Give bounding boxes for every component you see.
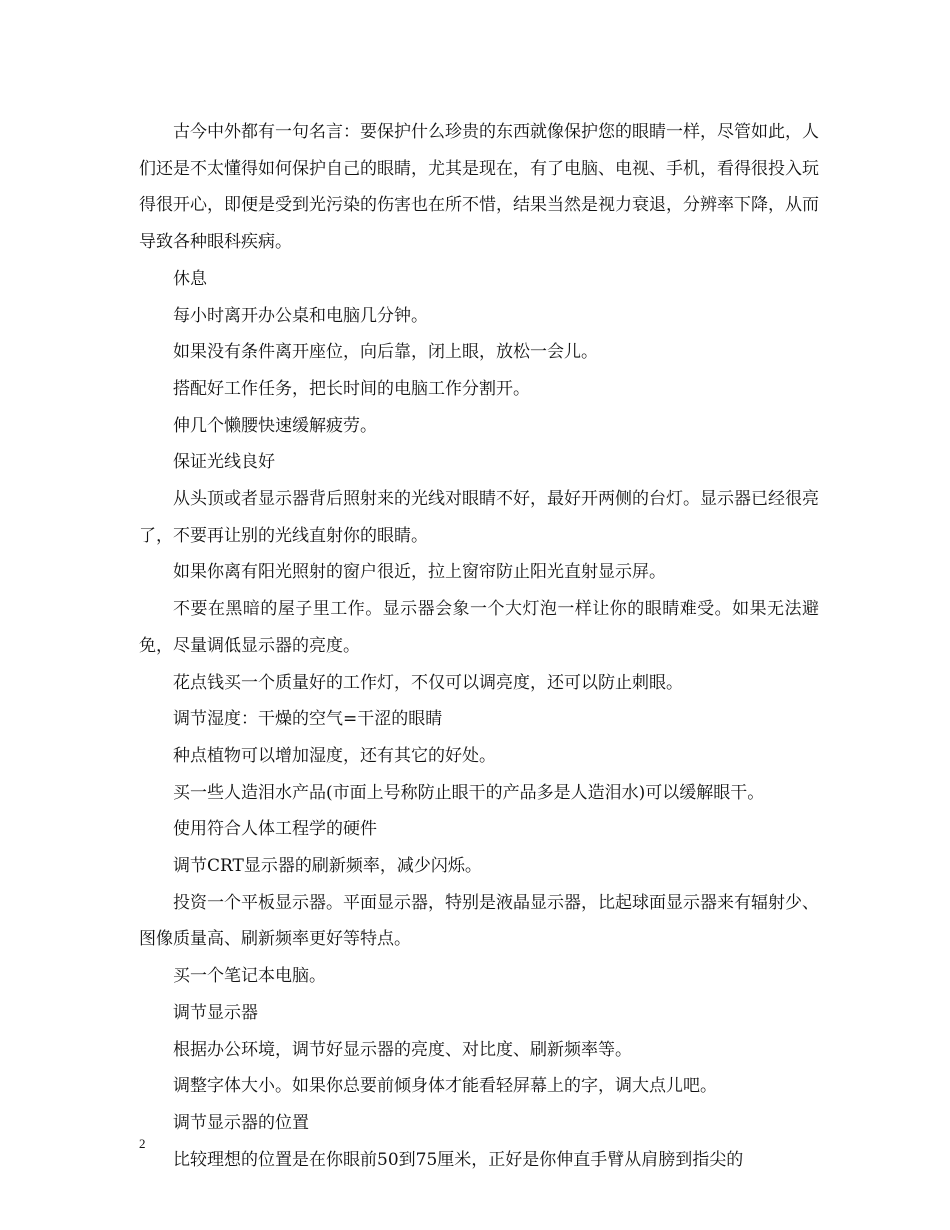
paragraph: 花点钱买一个质量好的工作灯，不仅可以调亮度，还可以防止刺眼。 xyxy=(173,672,683,693)
paragraph: 比较理想的位置是在你眼前50到75厘米，正好是你伸直手臂从肩膀到指尖的 xyxy=(173,1149,744,1170)
paragraph: 投资一个平板显示器。平面显示器，特别是液晶显示器，比起球面显示器来有辐射少、图像质量高、刷新频率更好等特点。 xyxy=(139,892,819,950)
intro-paragraph: 古今中外都有一句名言：要保护什么珍贵的东西就像保护您的眼睛一样，尽管如此，人们还是不太懂得如何保护自己的眼睛，尤其是现在，有了电脑、电视、手机，看得很投入玩得很开心，即便是受到光污染的伤害也在所不惜，结果当然是视力衰退，分辨率下降，从而导致各种眼科疾病。 xyxy=(139,122,819,253)
paragraph: 如果你离有阳光照射的窗户很近，拉上窗帘防止阳光直射显示屏。 xyxy=(173,562,666,583)
section-heading-humidity: 调节湿度：干燥的空气=干涩的眼睛 xyxy=(173,709,443,730)
paragraph: 不要在黑暗的屋子里工作。显示器会象一个大灯泡一样让你的眼睛难受。如果无法避免，尽量调低显示器的亮度。 xyxy=(139,599,819,656)
paragraph: 买一些人造泪水产品(市面上号称防止眼干的产品多是人造泪水)可以缓解眼干。 xyxy=(173,782,765,803)
section-heading-lighting: 保证光线良好 xyxy=(173,452,275,473)
paragraph: 如果没有条件离开座位，向后靠，闭上眼，放松一会儿。 xyxy=(173,342,598,363)
paragraph: 调整字体大小。如果你总要前倾身体才能看轻屏幕上的字，调大点儿吧。 xyxy=(173,1076,717,1097)
paragraph: 从头顶或者显示器背后照射来的光线对眼睛不好，最好开两侧的台灯。显示器已经很亮了，不要再让别的光线直射你的眼睛。 xyxy=(139,489,819,546)
paragraph: 种点植物可以增加湿度，还有其它的好处。 xyxy=(173,745,496,766)
section-heading-monitor-position: 调节显示器的位置 xyxy=(173,1112,309,1133)
paragraph: 买一个笔记本电脑。 xyxy=(173,966,326,987)
paragraph: 伸几个懒腰快速缓解疲劳。 xyxy=(173,415,377,436)
section-heading-hardware: 使用符合人体工程学的硬件 xyxy=(173,819,377,840)
paragraph: 根据办公环境，调节好显示器的亮度、对比度、刷新频率等。 xyxy=(173,1039,632,1060)
paragraph: 调节CRT显示器的刷新频率，减少闪烁。 xyxy=(173,856,482,877)
paragraph: 搭配好工作任务，把长时间的电脑工作分割开。 xyxy=(173,378,530,399)
page-number: 2 xyxy=(139,1136,146,1151)
paragraph: 每小时离开办公桌和电脑几分钟。 xyxy=(173,305,428,326)
section-heading-rest: 休息 xyxy=(173,268,207,289)
document-body xyxy=(139,114,819,1178)
section-heading-adjust-monitor: 调节显示器 xyxy=(173,1002,258,1023)
